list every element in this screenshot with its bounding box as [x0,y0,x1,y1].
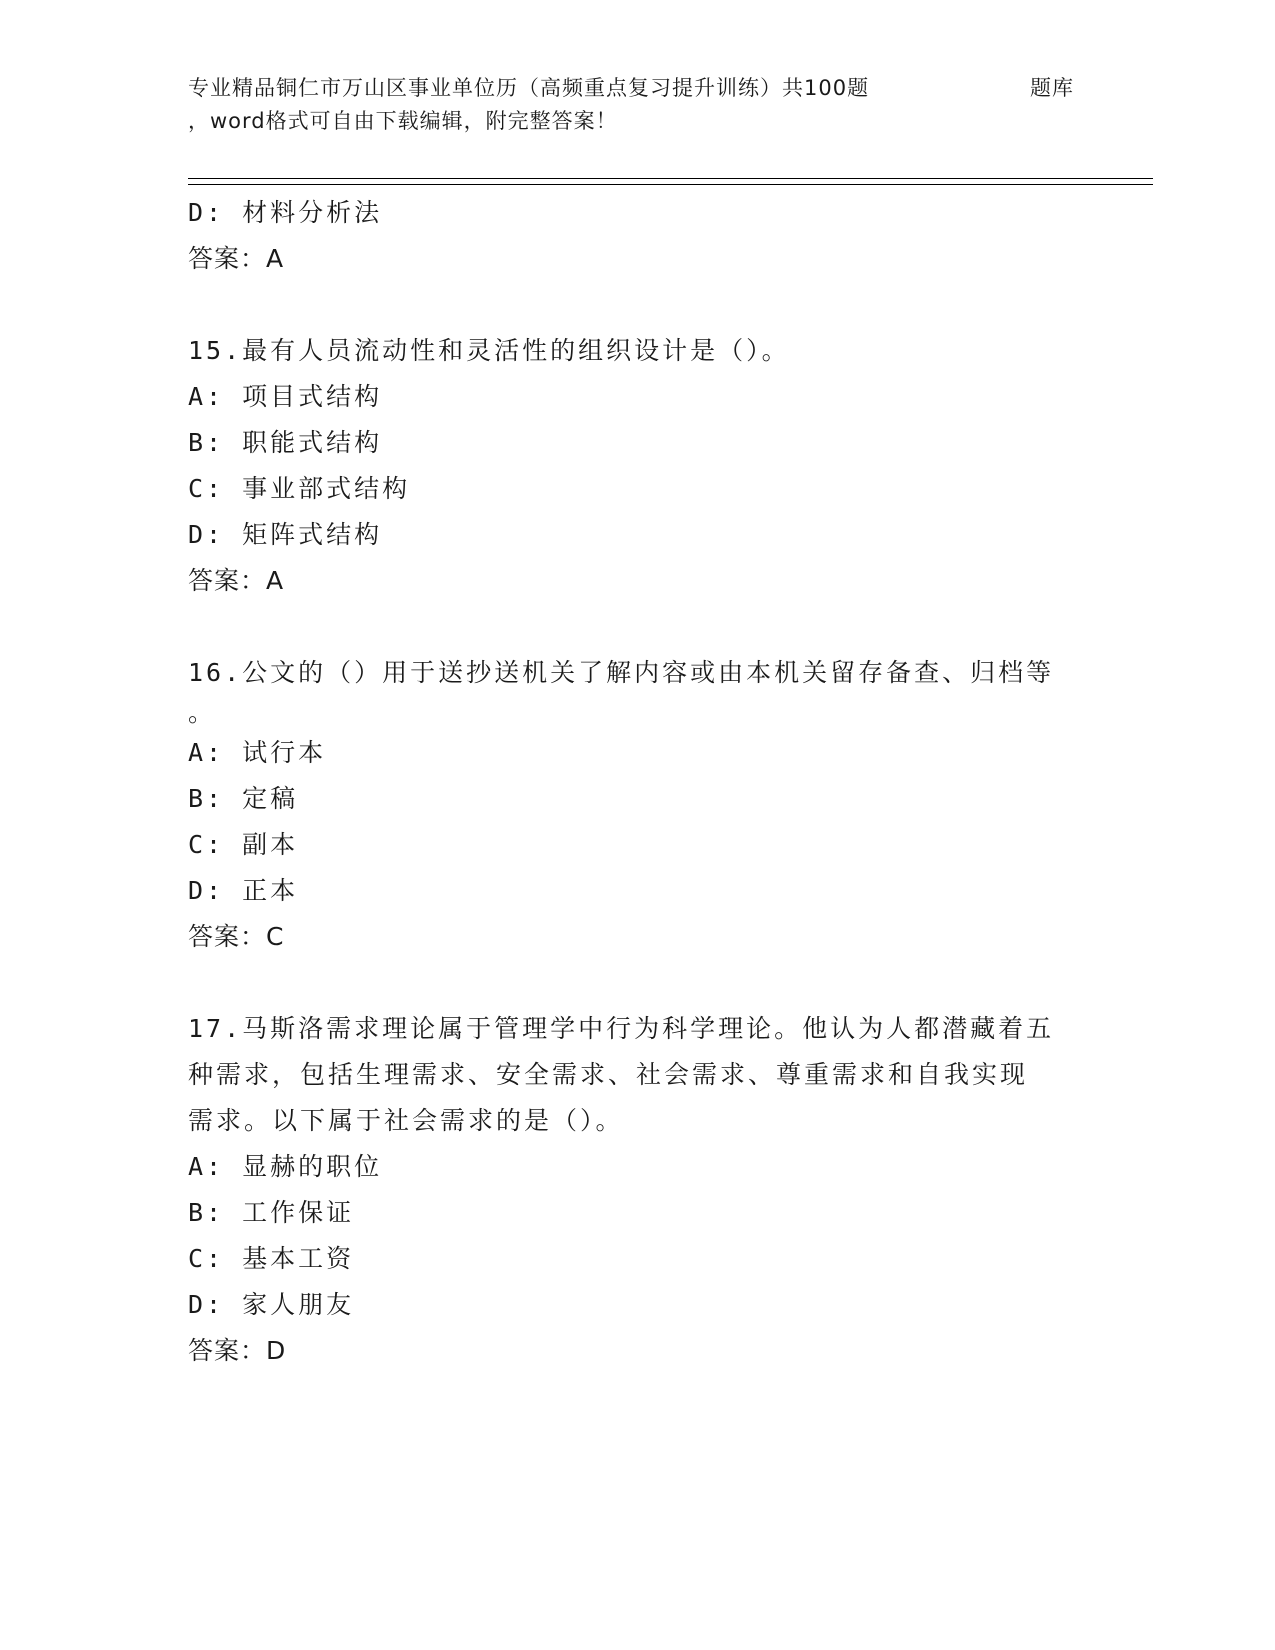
header-rule-bottom [188,184,1153,185]
question-block [188,650,1088,960]
option-a: A: 显赫的职位 [188,1152,383,1181]
option-d: D: 矩阵式结构 [188,520,383,549]
header-title: 专业精品铜仁市万山区事业单位历（高频重点复习提升训练）共100题 [188,76,870,100]
question-stem-continuation: 。 [188,698,217,727]
header-subtitle: ，word格式可自由下载编辑，附完整答案！ [188,109,618,133]
option-b: B: 定稿 [188,784,299,813]
question-content [188,190,1088,1374]
header-right-label: 题库 [1030,76,1074,100]
answer-line: 答案：D [188,1336,287,1365]
option-d: D: 家人朋友 [188,1290,355,1319]
option-c: C: 基本工资 [188,1244,355,1273]
option-b: B: 工作保证 [188,1198,355,1227]
page-header [188,72,1088,138]
option-b: B: 职能式结构 [188,428,383,457]
option-a: A: 试行本 [188,738,327,767]
answer-line: 答案：C [188,922,285,951]
question-block [188,1006,1088,1374]
question-stem: 15.最有人员流动性和灵活性的组织设计是（）。 [188,336,790,365]
option-a: A: 项目式结构 [188,382,383,411]
header-rule-top [188,178,1153,179]
question-stem: 16.公文的（）用于送抄送机关了解内容或由本机关留存备查、归档等 [188,658,1055,687]
question-stem-continuation: 种需求，包括生理需求、安全需求、社会需求、尊重需求和自我实现 [188,1060,1029,1089]
question-stem: 17.马斯洛需求理论属于管理学中行为科学理论。他认为人都潜藏着五 [188,1014,1055,1043]
question-stem-continuation: 需求。以下属于社会需求的是（）。 [188,1106,624,1135]
answer-line: 答案：A [188,244,285,273]
option-d: D: 材料分析法 [188,198,383,227]
answer-line: 答案：A [188,566,285,595]
option-c: C: 事业部式结构 [188,474,411,503]
option-d: D: 正本 [188,876,299,905]
option-c: C: 副本 [188,830,299,859]
question-block [188,328,1088,604]
